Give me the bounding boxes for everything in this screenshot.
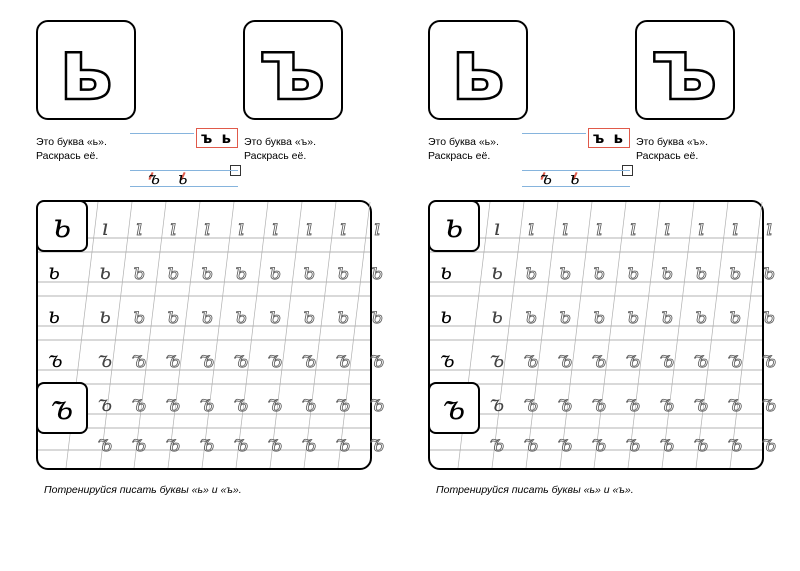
hard-caption-line2: Раскрась её. — [244, 150, 307, 162]
practice-instruction: Потренируйся писать буквы «ь» и «ъ». — [44, 484, 242, 496]
soft-sign-outline: ь — [450, 20, 506, 120]
hard-sign-outline: ъ — [260, 20, 326, 120]
model-soft-sign-tile: ь — [428, 200, 480, 252]
practice-row-stroke: ı ı ı ı ı ı ı ı ı — [101, 216, 381, 241]
hard-sign-coloring-tile[interactable] — [243, 20, 343, 120]
row-lead-letter: ь — [48, 260, 60, 285]
practice-row-hard-sign-dotted: ъ ъ ъ ъ ъ ъ ъ ъ ъ — [97, 432, 385, 457]
soft-sign-outline: ь — [58, 20, 114, 120]
soft-sign-caption — [36, 135, 107, 163]
hard-caption-line1: Это буква «ъ». — [636, 136, 708, 148]
practice-row-hard-sign: ъ ъ ъ ъ ъ ъ ъ ъ ъ — [97, 392, 385, 417]
soft-caption-line1: Это буква «ь». — [36, 136, 107, 148]
row-lead-letter: ь — [440, 304, 452, 329]
soft-caption-line2: Раскрась её. — [36, 150, 99, 162]
soft-sign-caption — [428, 135, 499, 163]
hard-caption-line1: Это буква «ъ». — [244, 136, 316, 148]
row-lead-letter: ъ — [48, 348, 63, 373]
script-letters: ъ ь — [148, 168, 194, 189]
row-lead-letter: ь — [440, 260, 452, 285]
hard-caption-line2: Раскрась её. — [636, 150, 699, 162]
model-hard-sign-tile: ъ — [428, 382, 480, 434]
practice-row-soft-sign: ь ь ь ь ь ь ь ь ь — [99, 260, 383, 285]
soft-sign-coloring-tile[interactable] — [36, 20, 136, 120]
caption-rule — [130, 133, 194, 134]
handwriting-practice-board[interactable] — [428, 200, 777, 470]
practice-row-soft-sign-tail: ь ь ь ь ь ь ь ь ь — [99, 304, 383, 329]
script-letter-strip — [130, 166, 238, 190]
printed-letter-pair: ъ ь — [196, 128, 238, 148]
practice-row-soft-sign-tail: ь ь ь ь ь ь ь ь ь — [491, 304, 775, 329]
practice-row-hard-sign-top: ъ ъ ъ ъ ъ ъ ъ ъ ъ — [489, 348, 777, 373]
row-lead-letter: ь — [48, 304, 60, 329]
script-letter-strip — [522, 166, 630, 190]
script-letters: ъ ь — [540, 168, 586, 189]
worksheet-page-left — [0, 0, 390, 571]
caption-rule — [522, 133, 586, 134]
hard-sign-outline: ъ — [652, 20, 718, 120]
practice-row-hard-sign-top: ъ ъ ъ ъ ъ ъ ъ ъ ъ — [97, 348, 385, 373]
soft-sign-coloring-tile[interactable] — [428, 20, 528, 120]
hard-sign-caption — [636, 135, 708, 163]
hard-sign-caption — [244, 135, 316, 163]
practice-row-stroke: ı ı ı ı ı ı ı ı ı — [493, 216, 773, 241]
model-hard-sign-tile: ъ — [36, 382, 88, 434]
practice-instruction: Потренируйся писать буквы «ь» и «ъ». — [436, 484, 634, 496]
practice-row-hard-sign-dotted: ъ ъ ъ ъ ъ ъ ъ ъ ъ — [489, 432, 777, 457]
printed-letter-pair: ъ ь — [588, 128, 630, 148]
row-lead-letter: ъ — [440, 348, 455, 373]
hard-sign-coloring-tile[interactable] — [635, 20, 735, 120]
soft-caption-line2: Раскрась её. — [428, 150, 491, 162]
practice-row-soft-sign: ь ь ь ь ь ь ь ь ь — [491, 260, 775, 285]
soft-caption-line1: Это буква «ь». — [428, 136, 499, 148]
handwriting-practice-board[interactable] — [36, 200, 385, 470]
worksheet-page-right — [392, 0, 782, 571]
model-soft-sign-tile: ь — [36, 200, 88, 252]
practice-row-hard-sign: ъ ъ ъ ъ ъ ъ ъ ъ ъ — [489, 392, 777, 417]
